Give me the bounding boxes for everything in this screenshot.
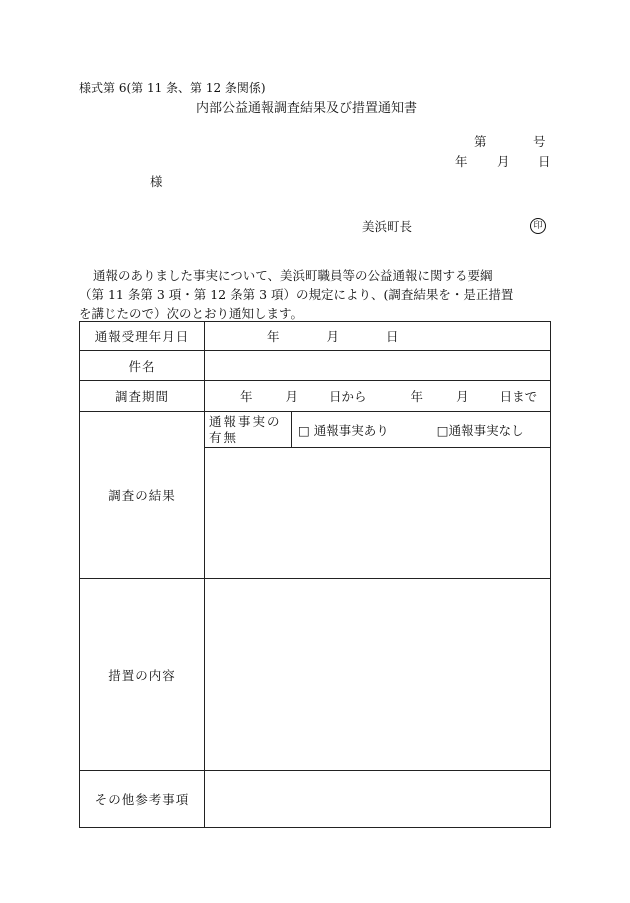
row-received-date (80, 322, 551, 351)
fact-label: 通報事実の有無 (209, 413, 282, 445)
row-fact (80, 412, 551, 448)
result-field[interactable] (205, 448, 551, 579)
form-number: 様式第 6(第 11 条、第 12 条関係) (79, 81, 266, 95)
addressee-suffix: 様 (150, 174, 163, 189)
period-to-month: 月 (456, 389, 469, 404)
received-date-label: 通報受理年月日 (80, 322, 205, 351)
issue-date-year: 年 (455, 154, 468, 169)
row-period (80, 381, 551, 412)
issue-date-month: 月 (497, 154, 510, 169)
notice-form-table (79, 321, 551, 828)
seal-icon: 印 (530, 218, 546, 234)
doc-number-go: 号 (533, 134, 546, 149)
period-to-year: 年 (410, 389, 424, 404)
body-line-3: を講じたので）次のとおり通知します。 (79, 306, 304, 321)
document-title: 内部公益通報調査結果及び措置通知書 (196, 101, 418, 116)
other-label: その他参考事項 (80, 771, 205, 828)
result-label: 調査の結果 (80, 412, 205, 579)
period-label: 調査期間 (80, 381, 205, 412)
received-day: 日 (386, 329, 399, 344)
other-field[interactable] (205, 771, 551, 828)
received-month: 月 (326, 329, 340, 344)
fact-no-option[interactable]: □通報事実なし (436, 422, 524, 438)
issuer-name: 美浜町長 (362, 219, 413, 234)
row-subject (80, 351, 551, 381)
period-to-day: 日まで (499, 389, 538, 404)
period-from-month: 月 (285, 389, 299, 404)
row-other (80, 771, 551, 828)
body-line-1: 通報のありました事実について、美浜町職員等の公益通報に関する要綱 (93, 268, 493, 283)
fact-yes-option[interactable]: □ 通報事実あり (298, 422, 389, 438)
received-date-field[interactable] (205, 322, 551, 351)
body-line-2: （第 11 条第 3 項・第 12 条第 3 項）の規定により、(調査結果を・是正措置 (79, 287, 514, 302)
row-measures (80, 579, 551, 771)
received-year: 年 (267, 329, 280, 344)
fact-options (292, 412, 551, 448)
notice-body (79, 266, 554, 323)
fact-label-cell (205, 412, 292, 448)
measures-label: 措置の内容 (80, 579, 205, 771)
period-from-year: 年 (240, 389, 253, 404)
doc-number-dai: 第 (474, 134, 487, 149)
issue-date-day: 日 (538, 154, 551, 169)
period-field[interactable] (205, 381, 551, 412)
subject-label: 件名 (80, 351, 205, 381)
subject-field[interactable] (205, 351, 551, 381)
period-from-day: 日から (329, 389, 367, 404)
measures-field[interactable] (205, 579, 551, 771)
